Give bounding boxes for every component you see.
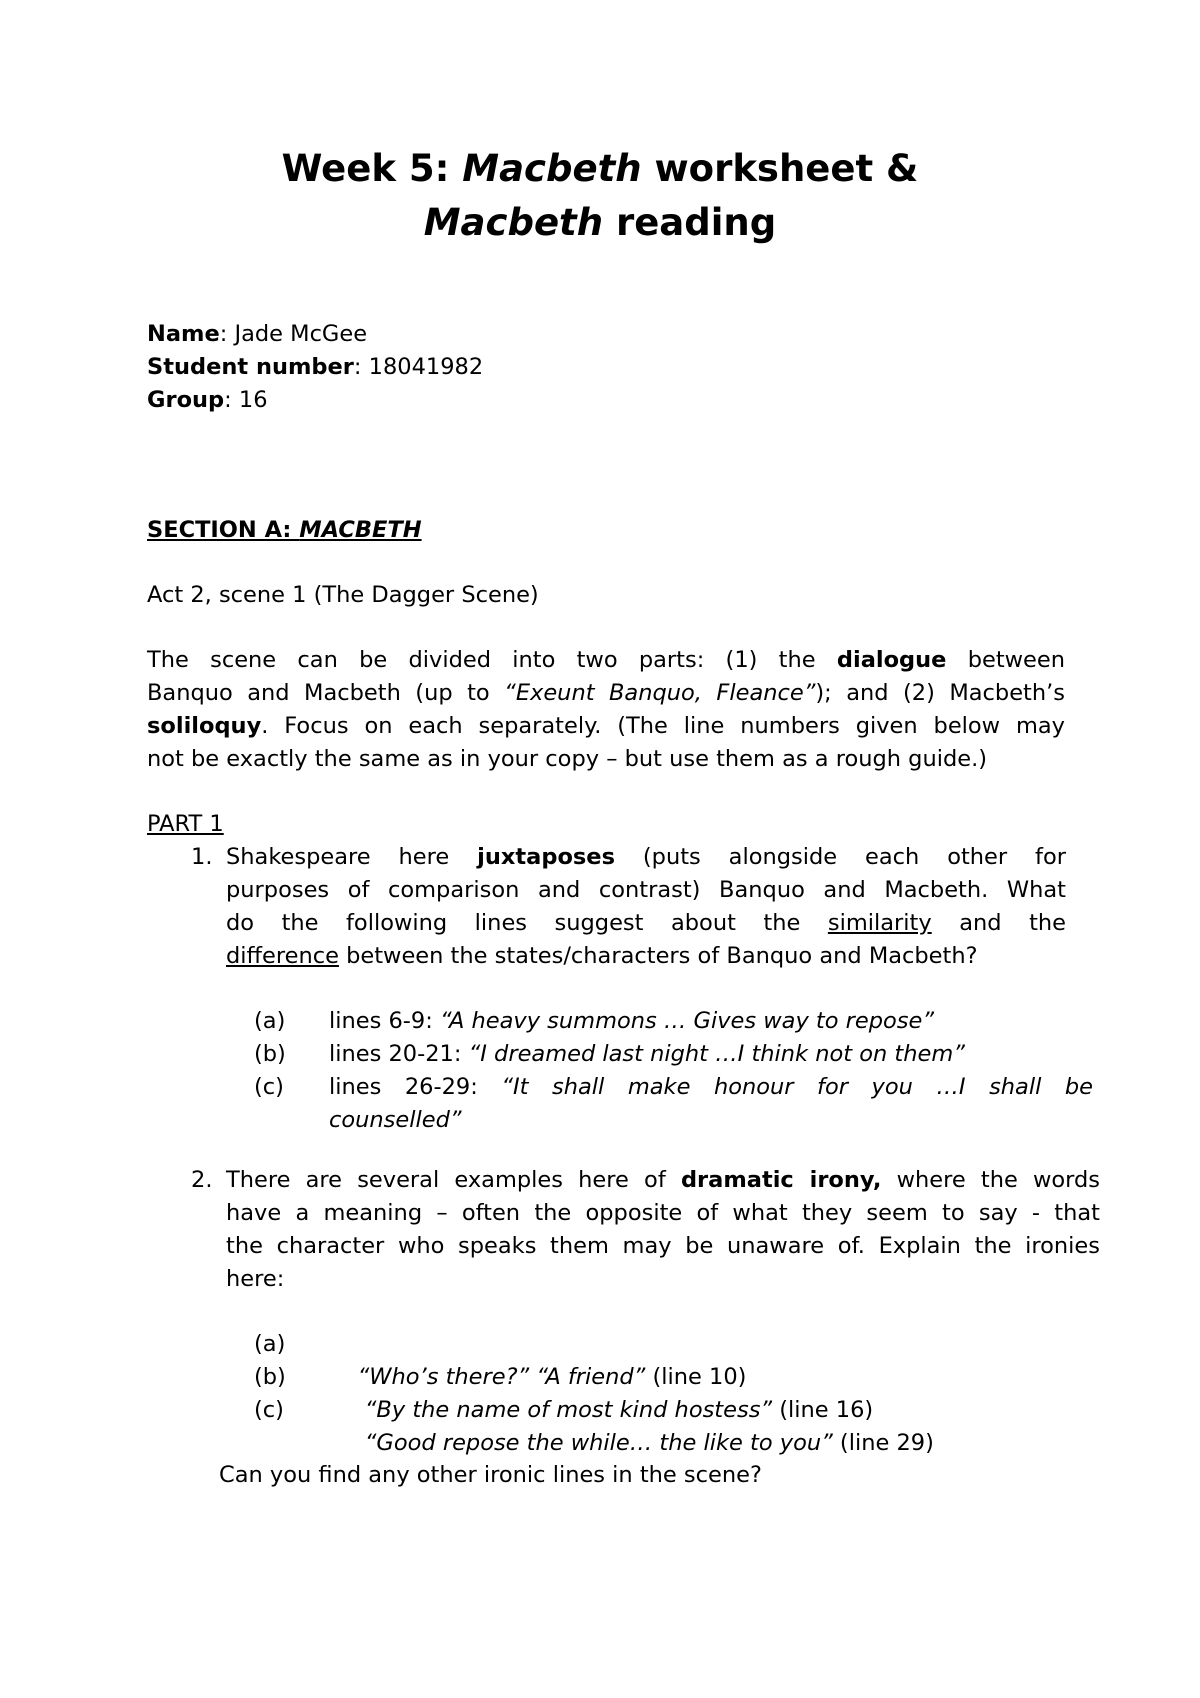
- student-group: [147, 384, 268, 417]
- intro-line-1: [147, 644, 1065, 677]
- q1-text: between the states/characters of Banquo and Macbeth?: [338, 943, 978, 969]
- closing-question: Can you find any other ironic lines in the scene?: [219, 1462, 762, 1488]
- q1-item-c-continued: [329, 1104, 462, 1137]
- q1-item-ref: lines 6-9:: [329, 1008, 440, 1034]
- q1-text: (puts alongside each other for: [614, 844, 1066, 870]
- section-a-label: SECTION A:: [147, 517, 300, 543]
- q1-item-a-label: (a): [254, 1008, 286, 1034]
- q1-item-quote-cont: counselled”: [329, 1107, 462, 1133]
- number-value: : 18041982: [353, 354, 484, 380]
- intro-line-2: [147, 677, 1065, 710]
- intro-soliloquy: soliloquy: [147, 713, 262, 739]
- intro-line-4: not be exactly the same as in your copy – but use them as a rough guide.): [147, 746, 988, 772]
- q1-item-ref: lines 26-29:: [329, 1074, 502, 1100]
- question-2-line-1: [226, 1164, 1100, 1197]
- intro-line-3: [147, 710, 1065, 743]
- title-prefix: Week 5:: [281, 147, 463, 190]
- q1-item-quote: “It shall make honour for you …I shall be: [501, 1074, 1094, 1100]
- question-2-line-4: here:: [226, 1266, 285, 1292]
- name-label: Name: [147, 321, 220, 347]
- q1-text: and the: [931, 910, 1066, 936]
- title-work: Macbeth: [462, 147, 642, 190]
- q1-item-quote: “A heavy summons … Gives way to repose”: [439, 1008, 935, 1034]
- title-mid: worksheet &: [641, 147, 919, 190]
- question-1-line-4: [226, 940, 978, 973]
- q2-item-a-label: (a): [254, 1331, 286, 1357]
- title-work-2: Macbeth: [423, 201, 604, 244]
- q2-text: where the words: [881, 1167, 1101, 1193]
- intro-text: between: [946, 647, 1065, 673]
- q1-item-b-label: (b): [254, 1041, 286, 1067]
- title-suffix: reading: [603, 201, 777, 244]
- intro-quote: “Exeunt Banquo, Fleance”: [504, 680, 816, 706]
- q2-dramatic-irony: dramatic irony,: [680, 1167, 882, 1193]
- question-2-number: 2.: [191, 1167, 213, 1193]
- name-value: : Jade McGee: [219, 321, 368, 347]
- q2-item-quote: “By the name of most kind hostess”: [357, 1396, 773, 1423]
- scene-heading: Act 2, scene 1 (The Dagger Scene): [147, 582, 539, 608]
- q1-item-c: [329, 1071, 1093, 1104]
- page-title: [0, 141, 1200, 196]
- q2-item-quote: “Who’s there?” “A friend”: [357, 1363, 646, 1390]
- q1-difference: difference: [226, 943, 339, 969]
- intro-text: Banquo and Macbeth (up to: [147, 680, 505, 706]
- q1-text: Shakespeare here: [226, 844, 478, 870]
- intro-text: ); and (2) Macbeth’s: [815, 680, 1065, 706]
- question-1-number: 1.: [191, 844, 213, 870]
- q2-item-ref: (line 10): [645, 1363, 747, 1390]
- q2-text: There are several examples here of: [226, 1167, 681, 1193]
- intro-text: The scene can be divided into two parts: (1) the: [147, 647, 837, 673]
- group-label: Group: [147, 387, 225, 413]
- q1-item-c-label: (c): [254, 1074, 284, 1100]
- question-2-line-2: have a meaning – often the opposite of what they seem to say - that: [226, 1200, 1100, 1226]
- q1-item-quote: “I dreamed last night …I think not on them”: [468, 1041, 965, 1067]
- q1-similarity: similarity: [827, 910, 932, 936]
- section-a-heading: [147, 514, 422, 547]
- q1-juxtaposes: juxtaposes: [477, 844, 615, 870]
- intro-dialogue: dialogue: [836, 647, 947, 673]
- page-title-line2: [0, 195, 1200, 250]
- number-label: Student number: [147, 354, 354, 380]
- group-value: : 16: [224, 387, 268, 413]
- student-number: [147, 351, 483, 384]
- q2-item-c-label: (c): [254, 1397, 284, 1423]
- q2-item-ref: (line 16): [772, 1396, 874, 1423]
- student-name: [147, 318, 367, 351]
- part-1-heading: PART 1: [147, 811, 224, 837]
- q2-item-quote: “Good repose the while… the like to you”: [357, 1429, 833, 1456]
- q2-item-ref: (line 29): [832, 1429, 934, 1456]
- q1-item-a: [329, 1005, 934, 1038]
- section-a-work: MACBETH: [299, 517, 422, 543]
- q1-text: do the following lines suggest about the: [226, 910, 828, 936]
- q2-item-b-label: (b): [254, 1364, 286, 1390]
- question-1-line-3: [226, 907, 1066, 940]
- question-1-line-1: [226, 841, 1066, 874]
- question-2-line-3: the character who speaks them may be unaware of. Explain the ironies: [226, 1233, 1100, 1259]
- question-1-line-2: purposes of comparison and contrast) Banquo and Macbeth. What: [226, 877, 1066, 903]
- q1-item-ref: lines 20-21:: [329, 1041, 469, 1067]
- intro-text: . Focus on each separately. (The line numbers given below may: [261, 713, 1065, 739]
- q1-item-b: [329, 1038, 965, 1071]
